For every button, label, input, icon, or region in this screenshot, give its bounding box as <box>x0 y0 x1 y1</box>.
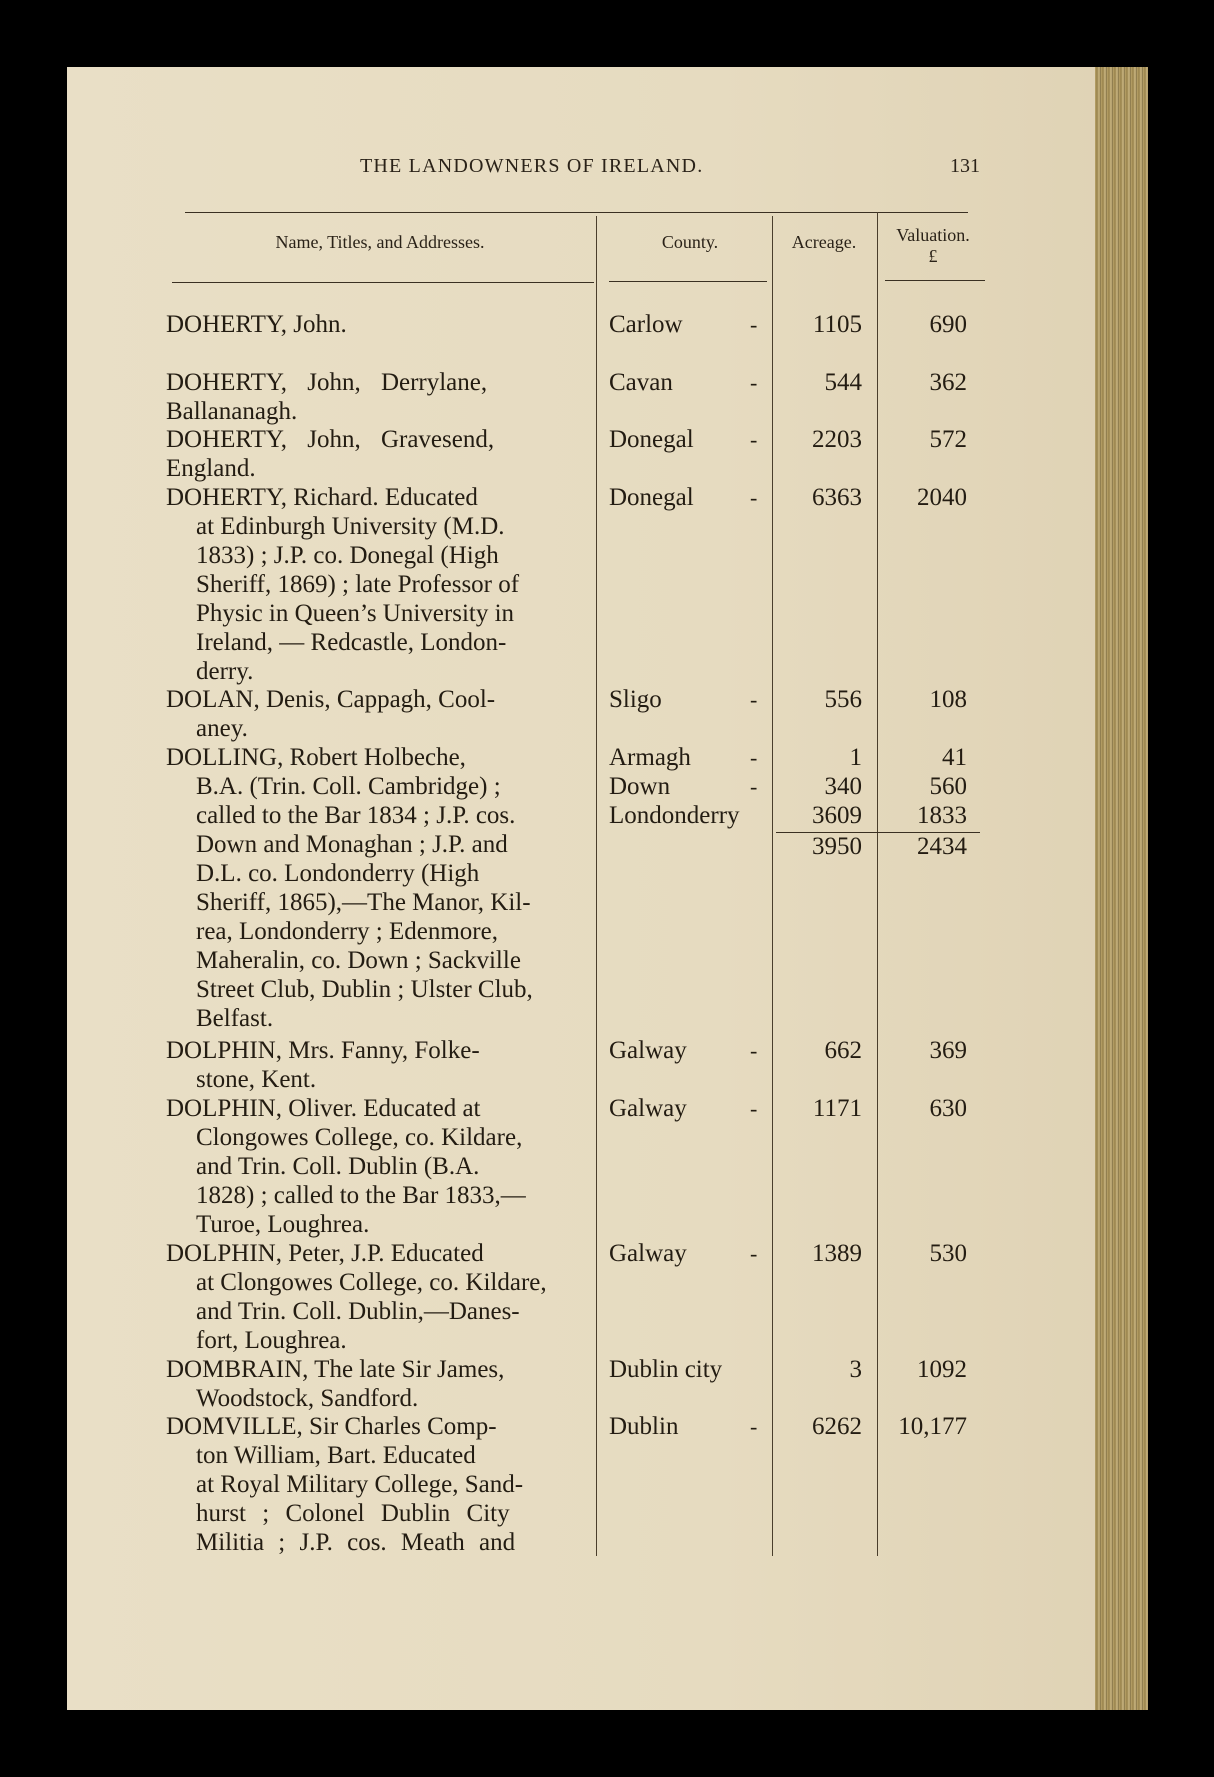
entry-dolphin-fanny <box>166 1036 586 1094</box>
county-cell: Galway <box>609 1037 687 1064</box>
acreage-cell: 1105 <box>812 311 862 338</box>
acreage-cell: 2203 <box>812 426 862 453</box>
acreage-cell: 1 <box>849 744 862 771</box>
entry-line: stone, Kent. <box>196 1066 317 1093</box>
entry-doherty-john <box>166 310 586 339</box>
column-header-valuation: Valuation. <box>896 225 970 245</box>
entry-line: 1828) ; called to the Bar 1833,— <box>196 1182 526 1209</box>
entry-line: DOLPHIN, Oliver. Educated at <box>166 1095 481 1122</box>
entry-line: DOLPHIN, Peter, J.P. Educated <box>166 1240 484 1267</box>
column-header-name: Name, Titles, and Addresses. <box>275 232 485 252</box>
entry-line: Physic in Queen’s University in <box>196 600 515 627</box>
valuation-cell: 630 <box>929 1095 967 1122</box>
acreage-cell: 662 <box>824 1037 862 1064</box>
valuation-cell: 560 <box>929 773 967 800</box>
valuation-cell: 108 <box>929 686 967 713</box>
county-dash: - <box>750 687 758 712</box>
entry-line: at Royal Military College, Sand- <box>196 1471 524 1498</box>
entry-line: Sheriff, 1865),—The Manor, Kil- <box>196 889 531 916</box>
header-top-rule <box>185 212 968 213</box>
acreage-cell: 3 <box>849 1356 862 1383</box>
acreage-cell: 6262 <box>812 1413 862 1440</box>
valuation-cell: 2040 <box>917 484 967 511</box>
header-bottom-rule-name <box>172 282 594 283</box>
county-dash: - <box>750 485 758 510</box>
acreage-cell: 1389 <box>812 1240 862 1267</box>
county-cell: Londonderry <box>609 802 740 829</box>
county-cell: Galway <box>609 1095 687 1122</box>
entry-line: fort, Loughrea. <box>196 1327 347 1354</box>
county-cell: Cavan <box>609 369 673 396</box>
acreage-cell: 1171 <box>812 1095 862 1122</box>
valuation-cell: 362 <box>929 369 967 396</box>
valuation-cell: 369 <box>929 1037 967 1064</box>
county-dash: - <box>750 1038 758 1063</box>
acreage-cell: 3609 <box>812 802 862 829</box>
valuation-cell: 41 <box>942 744 967 771</box>
entry-line: Maheralin, co. Down ; Sackville <box>196 947 521 974</box>
county-cell: Dublin city <box>609 1356 723 1383</box>
entry-line: 1833) ; J.P. co. Donegal (High <box>196 542 499 569</box>
entry-line: Belfast. <box>196 1005 274 1032</box>
county-dash: - <box>750 745 758 770</box>
entry-line: DOMBRAIN, The late Sir James, <box>166 1356 505 1383</box>
entry-line: DOLLING, Robert Holbeche, <box>166 744 466 771</box>
county-cell: Down <box>609 773 671 800</box>
entry-line: DOHERTY, John. <box>166 311 347 338</box>
entry-line: Sheriff, 1869) ; late Professor of <box>196 571 520 598</box>
county-dash: - <box>750 427 758 452</box>
valuation-cell: 690 <box>929 311 967 338</box>
page-edge-decoration <box>1095 67 1148 1710</box>
entry-line: and Trin. Coll. Dublin (B.A. <box>196 1153 480 1180</box>
valuation-cell: 10,177 <box>898 1413 967 1440</box>
entry-dolling-robert <box>166 743 586 1033</box>
entry-line: Militia ; J.P. cos. Meath and <box>196 1529 516 1556</box>
county-cell: Carlow <box>609 311 683 338</box>
column-divider-name-county <box>596 216 597 1556</box>
entry-line: Street Club, Dublin ; Ulster Club, <box>196 976 533 1003</box>
entry-dolphin-peter <box>166 1239 586 1355</box>
valuation-cell: 530 <box>929 1240 967 1267</box>
entry-dombrain-james <box>166 1355 586 1413</box>
entry-line: B.A. (Trin. Coll. Cambridge) ; <box>196 773 501 800</box>
entry-line: hurst ; Colonel Dublin City <box>196 1500 510 1527</box>
entry-doherty-john-gravesend <box>166 425 586 483</box>
valuation-cell: 572 <box>929 426 967 453</box>
entry-line: England. <box>166 455 256 482</box>
county-cell: Donegal <box>609 426 694 453</box>
county-dash: - <box>750 1096 758 1121</box>
entry-line: at Clongowes College, co. Kildare, <box>196 1269 547 1296</box>
acreage-cell: 6363 <box>812 484 862 511</box>
county-dash: - <box>750 312 758 337</box>
entry-dolan-denis <box>166 685 586 743</box>
entry-domville-charles <box>166 1412 586 1557</box>
entry-dolphin-oliver <box>166 1094 586 1239</box>
entry-line: DOMVILLE, Sir Charles Comp- <box>166 1413 497 1440</box>
running-header: THE LANDOWNERS OF IRELAND. <box>360 155 704 177</box>
county-cell: Galway <box>609 1240 687 1267</box>
column-header-county: County. <box>661 232 719 252</box>
entry-line: Down and Monaghan ; J.P. and <box>196 831 508 858</box>
entry-line: derry. <box>196 658 254 685</box>
entry-line: DOHERTY, Richard. Educated <box>166 484 478 511</box>
entry-doherty-richard <box>166 483 586 686</box>
header-bottom-rule-county <box>609 281 767 282</box>
entry-line: Ireland, — Redcastle, London- <box>196 629 507 656</box>
entry-line: Clongowes College, co. Kildare, <box>196 1124 523 1151</box>
county-cell: Donegal <box>609 484 694 511</box>
valuation-cell: 1833 <box>917 802 967 829</box>
entry-line: DOLPHIN, Mrs. Fanny, Folke- <box>166 1037 480 1064</box>
county-dash: - <box>750 370 758 395</box>
county-dash: - <box>750 1241 758 1266</box>
acreage-cell: 544 <box>824 369 862 396</box>
entry-line: called to the Bar 1834 ; J.P. cos. <box>196 802 516 829</box>
county-cell: Sligo <box>609 686 662 713</box>
page-number: 131 <box>950 155 980 177</box>
entry-line: ton William, Bart. Educated <box>196 1442 476 1469</box>
entry-doherty-john-derrylane <box>166 368 586 426</box>
valuation-total: 2434 <box>917 833 967 860</box>
county-dash: - <box>750 1414 758 1439</box>
entry-line: at Edinburgh University (M.D. <box>196 513 505 540</box>
entry-line: Ballananagh. <box>166 398 298 425</box>
column-header-valuation-unit: £ <box>928 246 938 266</box>
entry-line: Woodstock, Sandford. <box>196 1385 419 1412</box>
entry-line: and Trin. Coll. Dublin,—Danes- <box>196 1298 520 1325</box>
header-bottom-rule-val <box>885 280 985 281</box>
valuation-cell: 1092 <box>917 1356 967 1383</box>
county-cell: Armagh <box>609 744 691 771</box>
entry-line: aney. <box>196 715 248 742</box>
entry-line: Turoe, Loughrea. <box>196 1211 370 1238</box>
acreage-cell: 556 <box>824 686 862 713</box>
county-cell: Dublin <box>609 1413 679 1440</box>
acreage-total: 3950 <box>812 833 862 860</box>
column-header-acreage: Acreage. <box>791 232 857 252</box>
entry-line: DOHERTY, John, Derrylane, <box>166 369 488 396</box>
entry-line: DOHERTY, John, Gravesend, <box>166 426 495 453</box>
county-dash: - <box>750 774 758 799</box>
entry-line: D.L. co. Londonderry (High <box>196 860 480 887</box>
entry-line: rea, Londonderry ; Edenmore, <box>196 918 498 945</box>
entry-line: DOLAN, Denis, Cappagh, Cool- <box>166 686 496 713</box>
acreage-cell: 340 <box>824 773 862 800</box>
